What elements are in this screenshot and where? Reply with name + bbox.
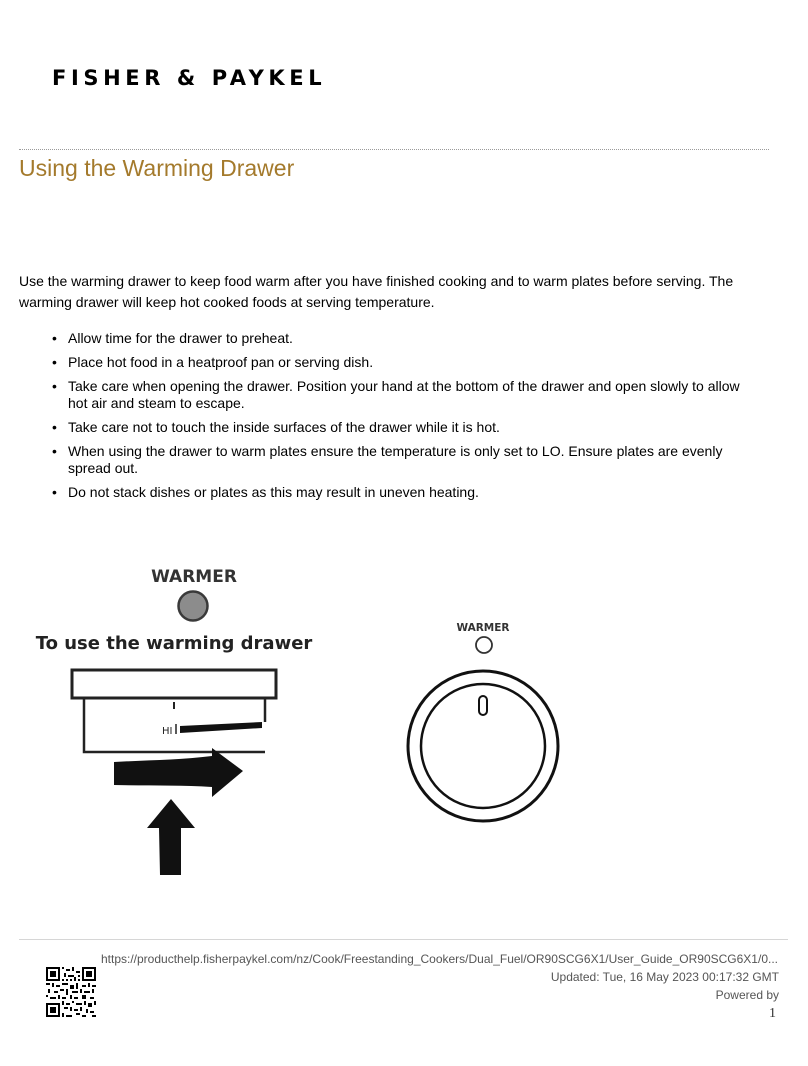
warmer-label-right: WARMER bbox=[456, 622, 510, 634]
footer-url[interactable]: https://producthelp.fisherpaykel.com/nz/Cook/Freestanding_Cookers/Dual_Fuel/OR90SCG6X1/User_Guide_OR90SCG6X1/0... bbox=[100, 952, 778, 966]
warmer-indicator-light-off bbox=[476, 637, 492, 653]
turn-arrow-icon bbox=[114, 748, 243, 797]
warmer-indicator-light-on bbox=[179, 592, 208, 621]
dial-hi-label: HI bbox=[162, 726, 173, 737]
list-item: • Place hot food in a heatproof pan or serving dish. bbox=[52, 354, 374, 370]
warming-drawer-caption: To use the warming drawer bbox=[35, 633, 313, 654]
list-item: • When using the drawer to warm plates ensure the temperature is only set to LO. Ensure plates are evenly spread out. bbox=[52, 443, 723, 476]
warmer-label-left: WARMER bbox=[151, 567, 237, 587]
dial-indicator-mark bbox=[479, 696, 487, 715]
footer-powered-by: Powered by bbox=[715, 988, 779, 1002]
knob-top bbox=[72, 670, 276, 698]
dial-pointer bbox=[180, 722, 262, 733]
footer-divider bbox=[19, 939, 788, 940]
list-item: • Take care when opening the drawer. Position your hand at the bottom of the drawer and open slowly to allow hot air and steam to escape. bbox=[52, 378, 740, 411]
list-item: • Allow time for the drawer to preheat. bbox=[52, 330, 293, 346]
intro-paragraph: Use the warming drawer to keep food warm after you have finished cooking and to warm plates before serving. The warming drawer will keep hot cooked foods at serving temperature. bbox=[19, 273, 734, 310]
push-arrow-icon bbox=[147, 799, 195, 875]
list-item: • Take care not to touch the inside surfaces of the drawer while it is hot. bbox=[52, 419, 500, 435]
page-title: Using the Warming Drawer bbox=[19, 155, 295, 181]
brand-logo: FISHER & PAYKEL bbox=[52, 66, 327, 90]
list-item: • Do not stack dishes or plates as this may result in uneven heating. bbox=[52, 484, 479, 500]
page-number: 1 bbox=[769, 1006, 776, 1021]
qr-code bbox=[46, 967, 96, 1017]
footer-updated: Updated: Tue, 16 May 2023 00:17:32 GMT bbox=[550, 970, 779, 984]
